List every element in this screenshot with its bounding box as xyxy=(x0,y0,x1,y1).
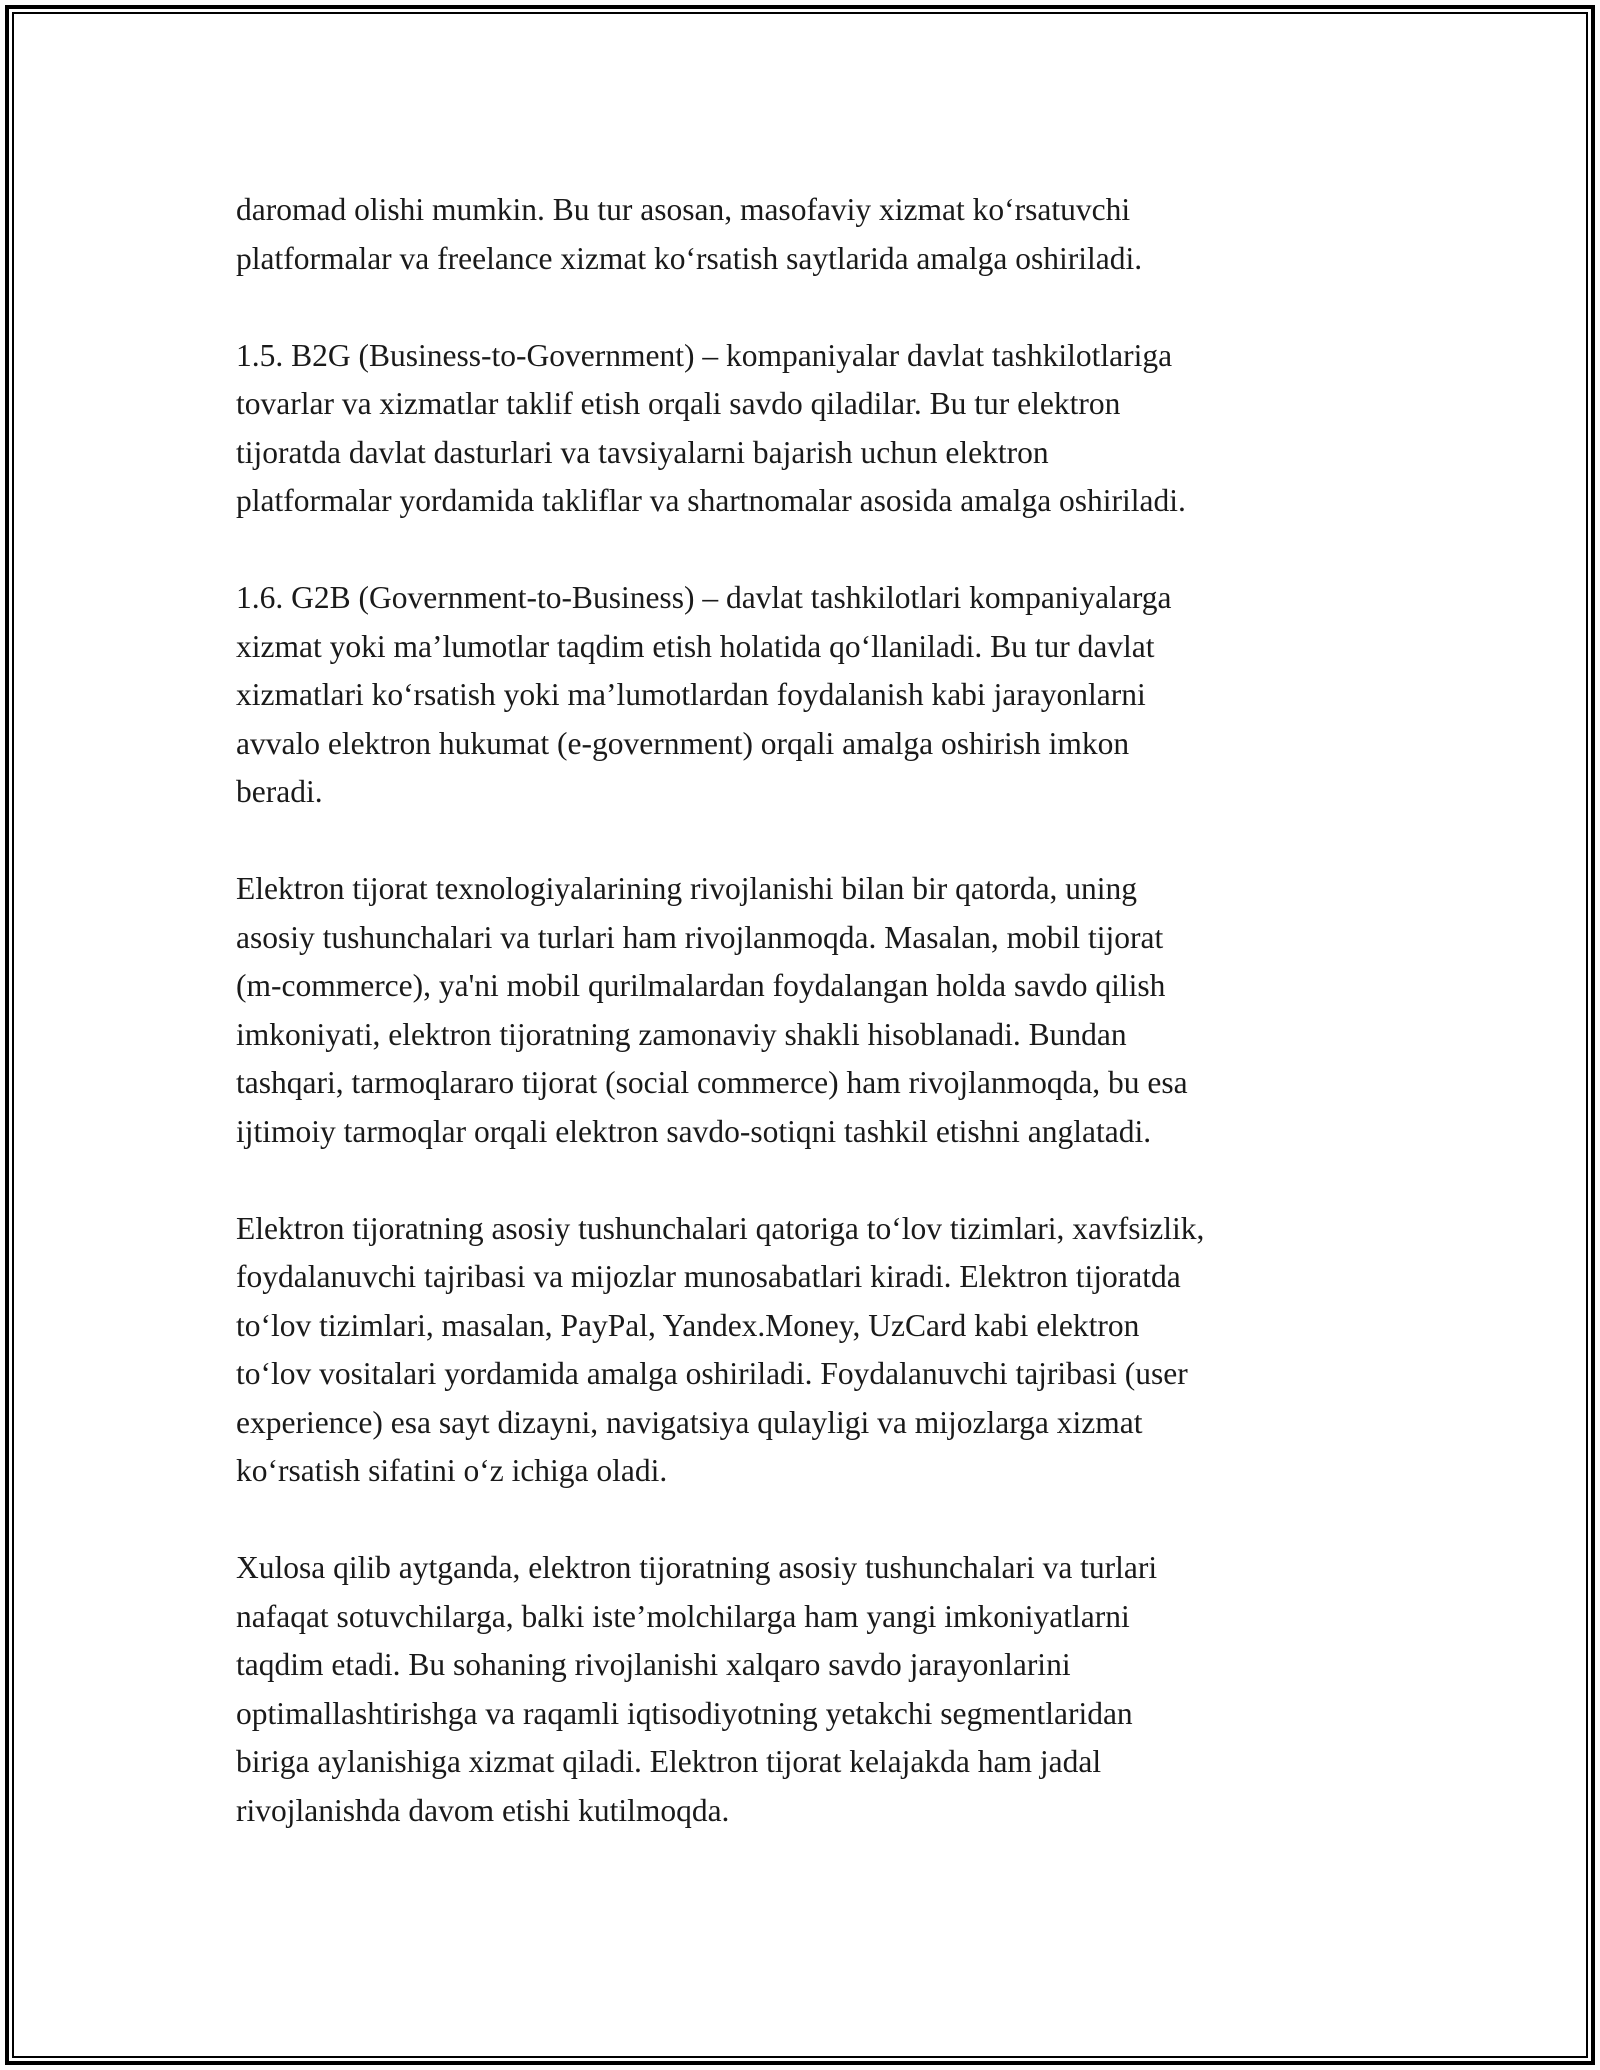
text-line: tashqari, tarmoqlararo tijorat (social commerce) ham rivojlanmoqda, bu esa xyxy=(236,1065,1188,1100)
text-line: optimallashtirishga va raqamli iqtisodiyotning yetakchi segmentlaridan xyxy=(236,1695,1133,1731)
text-line: xizmat yoki ma’lumotlar taqdim etish holatida qo‘llaniladi. Bu tur davlat xyxy=(236,628,1155,664)
text-line: xizmatlari ko‘rsatish yoki ma’lumotlardan foydalanish kabi jarayonlarni xyxy=(236,677,1146,712)
text-line: asosiy tushunchalari va turlari ham rivojlanmoqda. Masalan, mobil tijorat xyxy=(236,919,1164,955)
text-line: rivojlanishda davom etishi kutilmoqda. xyxy=(236,1792,730,1828)
text-line: 1.6. G2B (Government-to-Business) – davlat tashkilotlari kompaniyalarga xyxy=(236,580,1172,615)
text-line: to‘lov tizimlari, masalan, PayPal, Yandex.Money, UzCard kabi elektron xyxy=(236,1307,1140,1343)
text-line: Elektron tijorat texnologiyalarining rivojlanishi bilan bir qatorda, uning xyxy=(236,871,1138,906)
text-line: Xulosa qilib aytganda, elektron tijoratning asosiy tushunchalari va turlari xyxy=(236,1550,1158,1585)
text-line: beradi. xyxy=(236,774,323,809)
paragraph-payment-systems xyxy=(236,1205,1376,1496)
text-line: 1.5. B2G (Business-to-Government) – kompaniyalar davlat tashkilotlariga xyxy=(236,337,1173,373)
document-body xyxy=(236,186,1376,1835)
text-line: Elektron tijoratning asosiy tushunchalari qatoriga to‘lov tizimlari, xavfsizlik, xyxy=(236,1210,1205,1246)
text-line: tovarlar va xizmatlar taklif etish orqali savdo qiladilar. Bu tur elektron xyxy=(236,386,1121,421)
text-line: to‘lov vositalari yordamida amalga oshiriladi. Foydalanuvchi tajribasi (user xyxy=(236,1356,1188,1391)
text-line: platformalar va freelance xizmat ko‘rsatish saytlarida amalga oshiriladi. xyxy=(236,240,1143,276)
paragraph-g2b xyxy=(236,574,1376,817)
text-line: avvalo elektron hukumat (e-government) orqali amalga oshirish imkon xyxy=(236,725,1130,761)
paragraph-conclusion xyxy=(236,1544,1376,1835)
paragraph-b2g xyxy=(236,332,1376,526)
text-line: experience) esa sayt dizayni, navigatsiya qulayligi va mijozlarga xizmat xyxy=(236,1404,1143,1440)
text-line: ko‘rsatish sifatini o‘z ichiga oladi. xyxy=(236,1453,668,1488)
text-line: tijoratda davlat dasturlari va tavsiyalarni bajarish uchun elektron xyxy=(236,434,1049,470)
text-line: (m-commerce), ya'ni mobil qurilmalardan foydalangan holda savdo qilish xyxy=(236,968,1166,1003)
text-line: biriga aylanishiga xizmat qiladi. Elektron tijorat kelajakda ham jadal xyxy=(236,1744,1102,1779)
text-line: ijtimoiy tarmoqlar orqali elektron savdo-sotiqni tashkil etishni anglatadi. xyxy=(236,1113,1152,1149)
text-line: imkoniyati, elektron tijoratning zamonaviy shakli hisoblanadi. Bundan xyxy=(236,1016,1127,1052)
text-line: nafaqat sotuvchilarga, balki iste’molchilarga ham yangi imkoniyatlarni xyxy=(236,1598,1130,1634)
paragraph-freelance-continuation xyxy=(236,186,1376,283)
text-line: foydalanuvchi tajribasi va mijozlar munosabatlari kiradi. Elektron tijoratda xyxy=(236,1259,1181,1294)
text-line: daromad olishi mumkin. Bu tur asosan, masofaviy xizmat ko‘rsatuvchi xyxy=(236,192,1131,227)
text-line: taqdim etadi. Bu sohaning rivojlanishi xalqaro savdo jarayonlarini xyxy=(236,1647,1071,1682)
paragraph-mobile-social-commerce xyxy=(236,865,1376,1156)
text-line: platformalar yordamida takliflar va shartnomalar asosida amalga oshiriladi. xyxy=(236,483,1186,518)
